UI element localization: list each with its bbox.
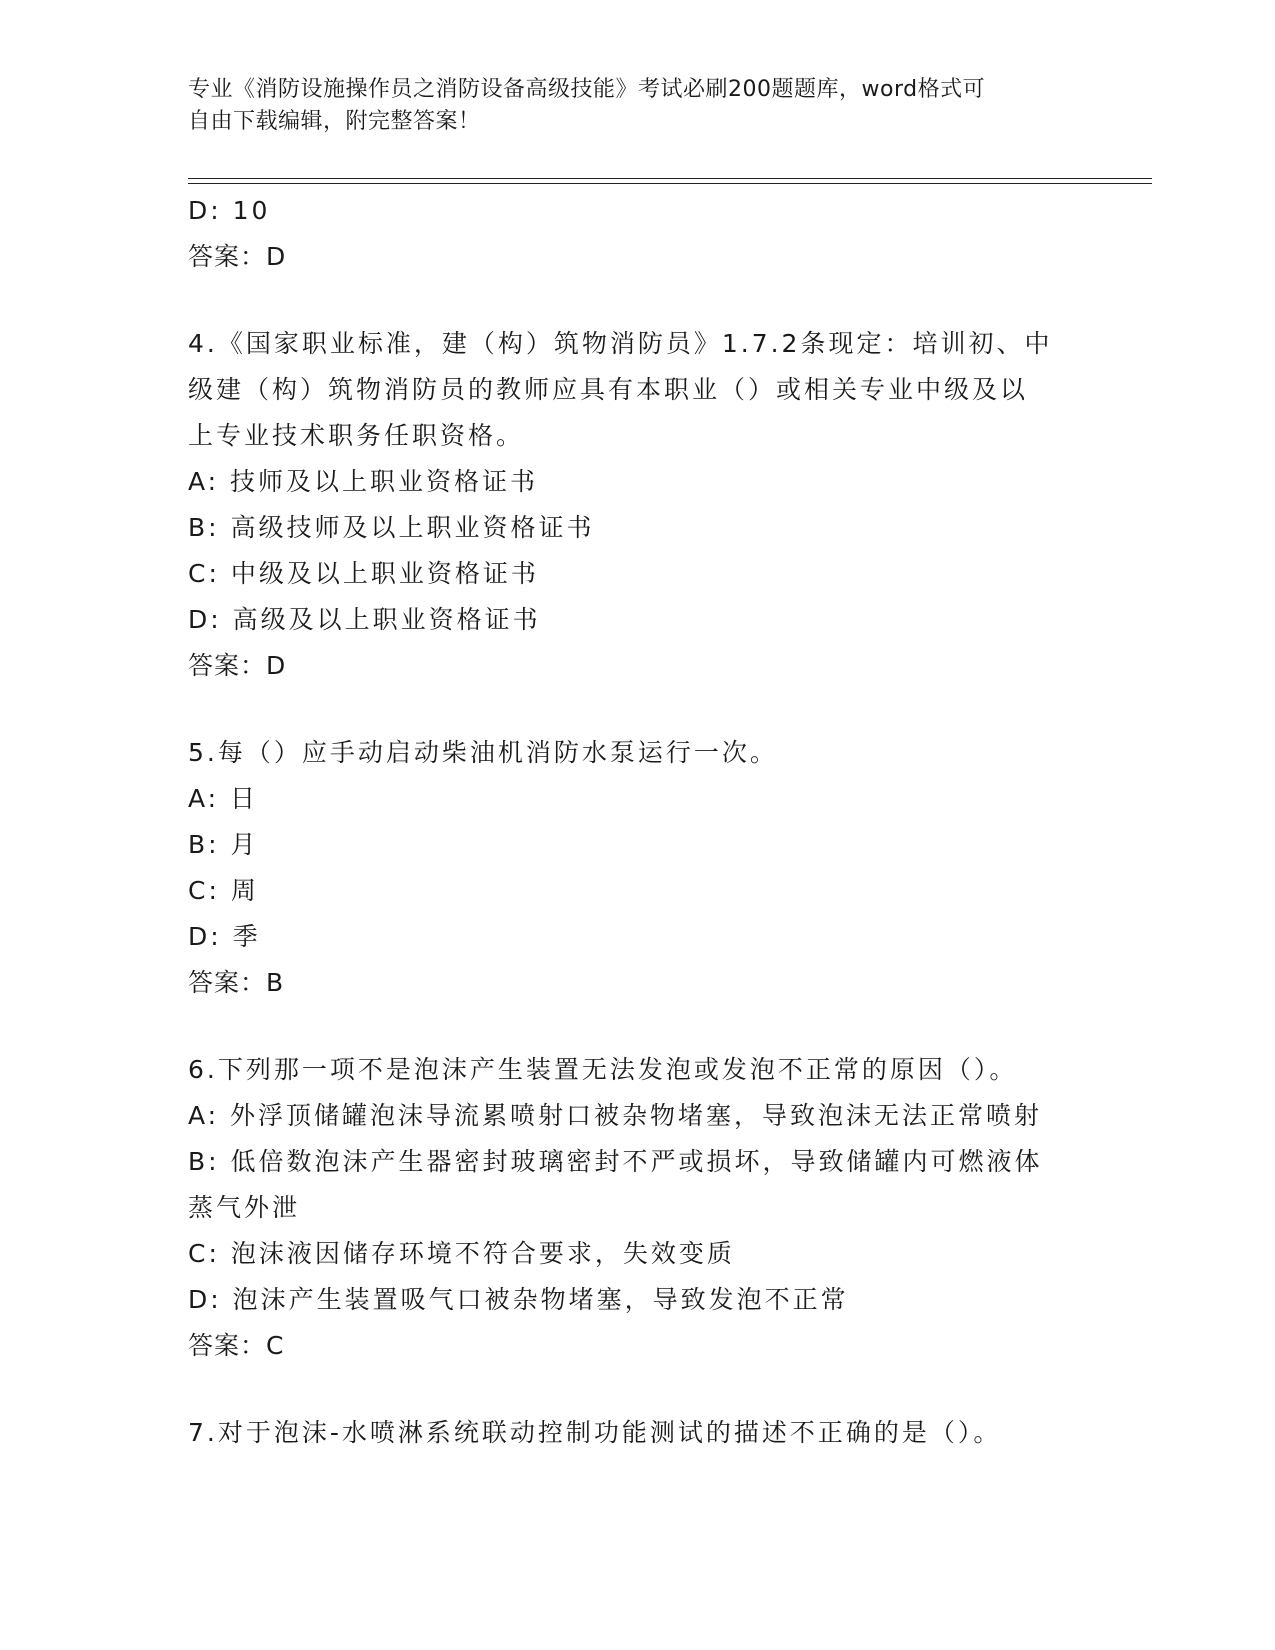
option-c: C: 周 [188,876,259,905]
option-c: C: 中级及以上职业资格证书 [188,559,539,588]
option-a: A: 日 [188,784,259,813]
question-6 [188,1047,1088,1369]
question-text-line: 7.对于泡沫-水喷淋系统联动控制功能测试的描述不正确的是（）。 [188,1418,1002,1447]
spacer [188,1369,1088,1410]
question-5 [188,730,1088,1006]
question-text-line: 4.《国家职业标准，建（构）筑物消防员》1.7.2条现定：培训初、中 [188,329,1053,358]
option-b: B: 低倍数泡沫产生器密封玻璃密封不严或损坏，导致储罐内可燃液体 [188,1147,1043,1176]
document-body [188,188,1088,1456]
option-d: D: 季 [188,922,261,951]
question-text-line: 级建（构）筑物消防员的教师应具有本职业（）或相关专业中级及以 [188,375,1029,404]
question-3-tail [188,188,1088,280]
option-a: A: 外浮顶储罐泡沫导流累喷射口被杂物堵塞，导致泡沫无法正常喷射 [188,1101,1043,1130]
option-b: B: 月 [188,830,259,859]
option-d: D: 泡沫产生装置吸气口被杂物堵塞，导致发泡不正常 [188,1285,849,1314]
answer: 答案：D [188,242,287,271]
header-line-2: 自由下载编辑，附完整答案！ [188,109,481,134]
header-rule-bottom [188,183,1152,184]
question-7 [188,1410,1088,1456]
header-line-1: 专业《消防设施操作员之消防设备高级技能》考试必刷200题题库，word格式可 [188,77,986,102]
question-text-line: 5.每（）应手动启动柴油机消防水泵运行一次。 [188,738,778,767]
document-header [188,74,1088,138]
option-b-continued: 蒸气外泄 [188,1193,301,1222]
option-d: D: 高级及以上职业资格证书 [188,605,541,634]
option-d: D: 10 [188,196,271,225]
question-text-line: 上专业技术职务任职资格。 [188,421,525,450]
header-rule-top [188,178,1152,179]
answer: 答案：D [188,651,287,680]
question-4 [188,321,1088,689]
answer: 答案：C [188,1331,285,1360]
question-text-line: 6.下列那一项不是泡沫产生装置无法发泡或发泡不正常的原因（）。 [188,1055,1018,1084]
option-a: A: 技师及以上职业资格证书 [188,467,539,496]
spacer [188,1006,1088,1047]
option-b: B: 高级技师及以上职业资格证书 [188,513,595,542]
spacer [188,689,1088,730]
answer: 答案：B [188,968,285,997]
option-c: C: 泡沫液因储存环境不符合要求，失效变质 [188,1239,735,1268]
spacer [188,280,1088,321]
